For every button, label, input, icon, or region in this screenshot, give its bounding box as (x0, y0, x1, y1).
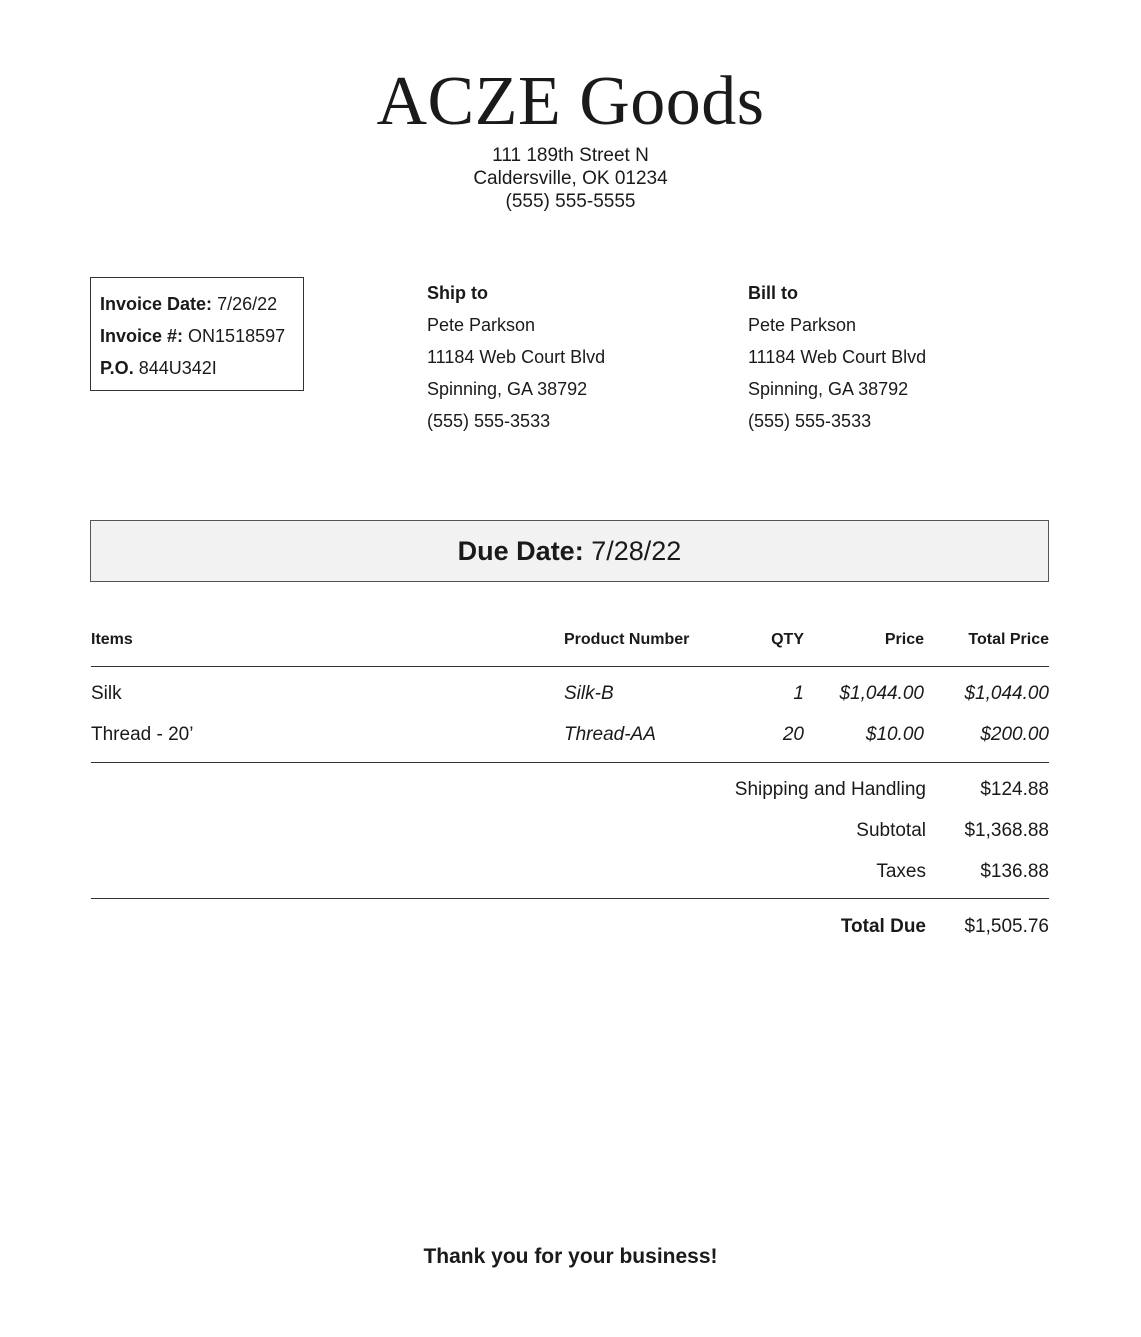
row-product-number: Thread-AA (564, 724, 656, 745)
ship-to-city: Spinning, GA 38792 (427, 379, 588, 399)
total-due-label: Total Due (840, 916, 926, 937)
ship-to-block (427, 278, 727, 438)
bill-to-street: 11184 Web Court Blvd (748, 347, 927, 367)
ship-to-heading: Ship to (427, 283, 488, 303)
company-address-line2: Caldersville, OK 01234 (473, 168, 668, 189)
company-name: ACZE Goods (376, 63, 765, 140)
table-row (91, 723, 1049, 764)
bill-to-block (748, 278, 1048, 438)
company-address (0, 144, 1141, 213)
ship-to-name: Pete Parkson (427, 315, 536, 335)
header-product-number: Product Number (564, 631, 690, 648)
header-price: Price (884, 631, 924, 648)
header-qty: QTY (771, 631, 804, 648)
company-address-line1: 111 189th Street N (492, 145, 649, 166)
due-date-value: 7/28/22 (591, 536, 682, 566)
bill-to-heading: Bill to (748, 283, 798, 303)
po-row (100, 354, 303, 386)
due-date-label: Due Date: (457, 536, 584, 566)
taxes-value: $136.88 (980, 861, 1049, 882)
row-item: Thread - 20’ (91, 724, 194, 745)
taxes-label: Taxes (876, 861, 926, 882)
invoice-number-row (100, 322, 303, 354)
subtotal-row (91, 819, 1049, 849)
row-total-price: $1,044.00 (964, 683, 1049, 704)
po-value: 844U342I (138, 358, 217, 378)
shipping-value: $124.88 (980, 779, 1049, 800)
total-due-value: $1,505.76 (964, 916, 1049, 937)
shipping-label: Shipping and Handling (734, 779, 926, 800)
row-price: $1,044.00 (839, 683, 924, 704)
summary-divider (91, 898, 1049, 899)
header-total-price: Total Price (968, 631, 1049, 648)
total-due-row (91, 915, 1049, 945)
invoice-date-label: Invoice Date: (100, 294, 213, 314)
bill-to-name: Pete Parkson (748, 315, 857, 335)
ship-to-street: 11184 Web Court Blvd (427, 347, 606, 367)
taxes-row (91, 860, 1049, 890)
row-qty: 20 (782, 724, 804, 745)
table-row (91, 682, 1049, 723)
bill-to-city: Spinning, GA 38792 (748, 379, 909, 399)
shipping-row (91, 778, 1049, 808)
header-items: Items (91, 631, 133, 648)
row-product-number: Silk-B (564, 683, 614, 704)
subtotal-value: $1,368.88 (964, 820, 1049, 841)
invoice-date-row (100, 290, 303, 322)
table-header (91, 620, 1049, 667)
company-phone: (555) 555-5555 (505, 191, 636, 212)
invoice-date-value: 7/26/22 (217, 294, 278, 314)
row-price: $10.00 (865, 724, 924, 745)
invoice-number-label: Invoice #: (100, 326, 184, 346)
row-item: Silk (91, 683, 122, 704)
po-label: P.O. (100, 358, 134, 378)
subtotal-label: Subtotal (856, 820, 926, 841)
thank-you-message: Thank you for your business! (423, 1245, 718, 1268)
items-divider (91, 762, 1049, 763)
due-date-box (90, 520, 1049, 582)
invoice-number-value: ON1518597 (188, 326, 286, 346)
bill-to-phone: (555) 555-3533 (748, 411, 872, 431)
invoice-info-box (90, 277, 304, 391)
ship-to-phone: (555) 555-3533 (427, 411, 551, 431)
row-total-price: $200.00 (980, 724, 1049, 745)
row-qty: 1 (793, 683, 804, 704)
